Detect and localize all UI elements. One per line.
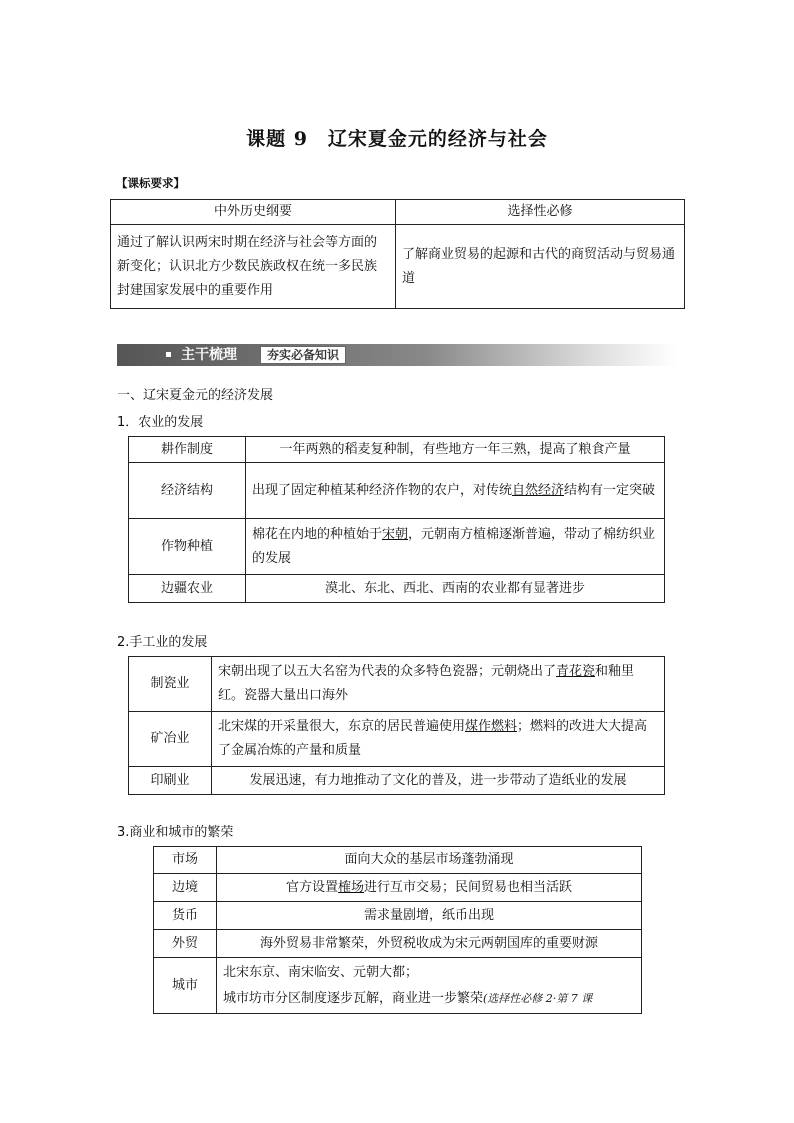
req-header-outline: 中外历史纲要 xyxy=(111,200,396,225)
table-row xyxy=(154,930,642,958)
row-label: 经济结构 xyxy=(129,463,246,519)
agriculture-heading: 1．农业的发展 xyxy=(117,415,204,430)
row-text: 海外贸易非常繁荣，外贸税收成为宋元两朝国库的重要财源 xyxy=(217,930,642,958)
row-label: 边疆农业 xyxy=(129,575,246,603)
banner-main: 主干梳理 xyxy=(181,347,237,363)
requirements-table xyxy=(110,199,685,309)
table-row xyxy=(154,902,642,930)
banner-sub: 夯实必备知识 xyxy=(260,346,346,364)
row-text: 需求量剧增，纸币出现 xyxy=(217,902,642,930)
commerce-table xyxy=(153,846,642,1014)
table-row xyxy=(154,958,642,1014)
commerce-heading: 3.商业和城市的繁荣 xyxy=(117,825,234,840)
table-row xyxy=(129,767,665,795)
row-label: 边境 xyxy=(154,874,217,902)
agriculture-table xyxy=(128,436,665,603)
row-text: 面向大众的基层市场蓬勃涌现 xyxy=(217,847,642,874)
row-label: 耕作制度 xyxy=(129,437,246,463)
row-text: 官方设置榷场进行互市交易；民间贸易也相当活跃 xyxy=(217,874,642,902)
row-text: 棉花在内地的种植始于宋朝，元朝南方植棉逐渐普遍，带动了棉纺织业的发展 xyxy=(246,519,665,575)
row-text: 宋朝出现了以五大名窑为代表的众多特色瓷器；元朝烧出了青花瓷和釉里红。瓷器大量出口海外 xyxy=(212,657,665,712)
row-text: 一年两熟的稻麦复种制，有些地方一年三熟，提高了粮食产量 xyxy=(246,437,665,463)
reference-note: (选择性必修 2·第 7 课 xyxy=(483,991,593,1005)
table-row xyxy=(154,847,642,874)
row-text: 漠北、东北、西北、西南的农业都有显著进步 xyxy=(246,575,665,603)
handicraft-heading: 2.手工业的发展 xyxy=(117,635,208,650)
page-title: 课题 9 辽宋夏金元的经济与社会 xyxy=(246,128,548,150)
handicraft-table xyxy=(128,656,665,795)
table-row xyxy=(129,657,665,712)
row-label: 城市 xyxy=(154,958,217,1014)
row-text: 出现了固定种植某种经济作物的农户，对传统自然经济结构有一定突破 xyxy=(246,463,665,519)
city-line-2: 城市坊市分区制度逐步瓦解，商业进一步繁荣(选择性必修 2·第 7 课 xyxy=(223,990,593,1006)
table-row xyxy=(129,575,665,603)
req-outline-text: 通过了解认识两宋时期在经济与社会等方面的新变化；认识北方少数民族政权在统一多民族封建国家发展中的重要作用 xyxy=(111,225,396,309)
row-label: 货币 xyxy=(154,902,217,930)
row-label: 作物种植 xyxy=(129,519,246,575)
row-label: 外贸 xyxy=(154,930,217,958)
row-text: 北宋煤的开采量很大，东京的居民普遍使用煤作燃料；燃料的改进大大提高了金属冶炼的产量和质量 xyxy=(212,712,665,767)
section-heading: 一、辽宋夏金元的经济发展 xyxy=(117,388,274,403)
table-row xyxy=(154,874,642,902)
req-header-elective: 选择性必修 xyxy=(396,200,685,225)
table-row xyxy=(129,463,665,519)
row-label: 印刷业 xyxy=(129,767,212,795)
section-banner xyxy=(117,344,677,366)
row-label: 制瓷业 xyxy=(129,657,212,712)
square-bullet-icon xyxy=(166,352,171,357)
table-row xyxy=(129,519,665,575)
row-text xyxy=(217,958,642,1014)
table-row xyxy=(129,437,665,463)
row-label: 矿冶业 xyxy=(129,712,212,767)
city-line-1: 北宋东京、南宋临安、元朝大都； xyxy=(223,964,419,980)
row-label: 市场 xyxy=(154,847,217,874)
row-text: 发展迅速，有力地推动了文化的普及，进一步带动了造纸业的发展 xyxy=(212,767,665,795)
table-row xyxy=(129,712,665,767)
requirements-label: 【课标要求】 xyxy=(116,176,185,190)
req-elective-text: 了解商业贸易的起源和古代的商贸活动与贸易通道 xyxy=(396,225,685,309)
